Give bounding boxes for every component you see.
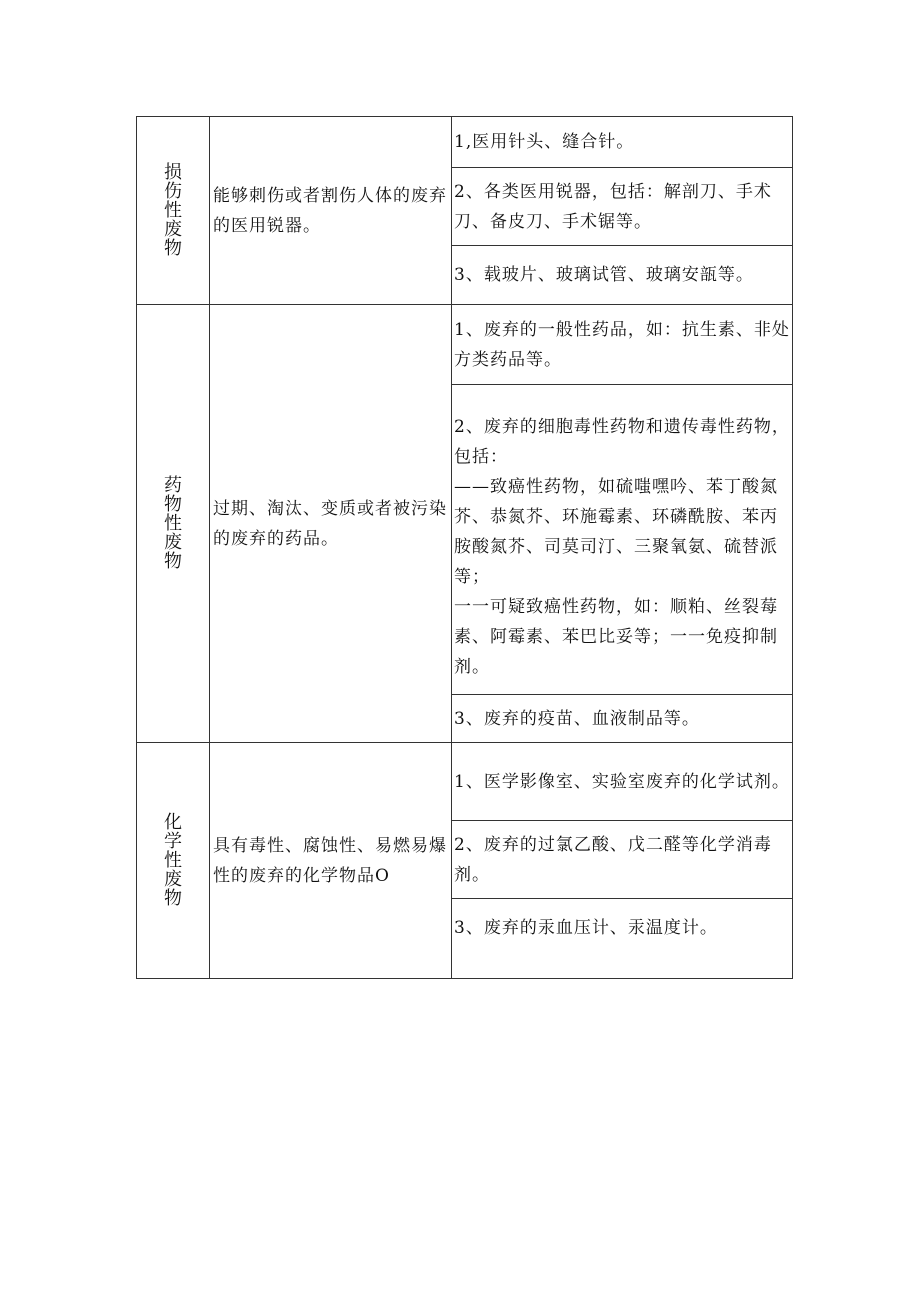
items-cell: [452, 305, 793, 743]
list-item: 1,医用针头、缝合针。: [452, 117, 792, 168]
list-item: 2、废弃的过氯乙酸、戊二醛等化学消毒剂。: [452, 821, 792, 899]
waste-classification-table: [136, 116, 793, 979]
category-cell: [137, 305, 210, 743]
description-cell: 具有毒性、腐蚀性、易燃易爆性的废弃的化学物品O: [210, 743, 452, 979]
description-cell: 过期、淘汰、变质或者被污染的废弃的药品。: [210, 305, 452, 743]
list-item-line: 2、废弃的细胞毒性药物和遗传毒性药物，包括：: [454, 416, 790, 467]
category-cell: [137, 743, 210, 979]
list-item-line: ——致癌性药物，如硫嗤嘿吟、苯丁酸氮芥、恭氮芥、环施霉素、环磷酰胺、苯丙胺酸氮芥、司莫司汀、三聚氧氨、硫替派等；: [454, 476, 778, 587]
list-item: 1、废弃的一般性药品，如：抗生素、非处方类药品等。: [452, 305, 792, 385]
list-item: 1、医学影像室、实验室废弃的化学试剂。: [452, 743, 792, 821]
category-cell: [137, 117, 210, 305]
category-label: 损伤性废物: [163, 162, 182, 259]
description-cell: 能够刺伤或者割伤人体的废弃的医用锐器。: [210, 117, 452, 305]
items-cell: [452, 743, 793, 979]
category-label: 药物性废物: [163, 475, 182, 572]
table-row: [137, 743, 793, 979]
list-item: [452, 385, 792, 695]
list-item: 3、废弃的疫苗、血液制品等。: [454, 708, 700, 729]
list-item: 2、各类医用锐器，包括：解剖刀、手术刀、备皮刀、手术锯等。: [452, 168, 792, 246]
list-item: 3、载玻片、玻璃试管、玻璃安瓿等。: [454, 265, 754, 285]
table-row: [137, 117, 793, 305]
items-cell: [452, 117, 793, 305]
list-item: 3、废弃的汞血压计、汞温度计。: [454, 918, 718, 938]
category-label: 化学性废物: [163, 812, 182, 909]
table-row: [137, 305, 793, 743]
list-item-line: 一一可疑致癌性药物，如：顺粕、丝裂莓素、阿霉素、苯巴比妥等；一一免疫抑制剂。: [454, 596, 778, 677]
